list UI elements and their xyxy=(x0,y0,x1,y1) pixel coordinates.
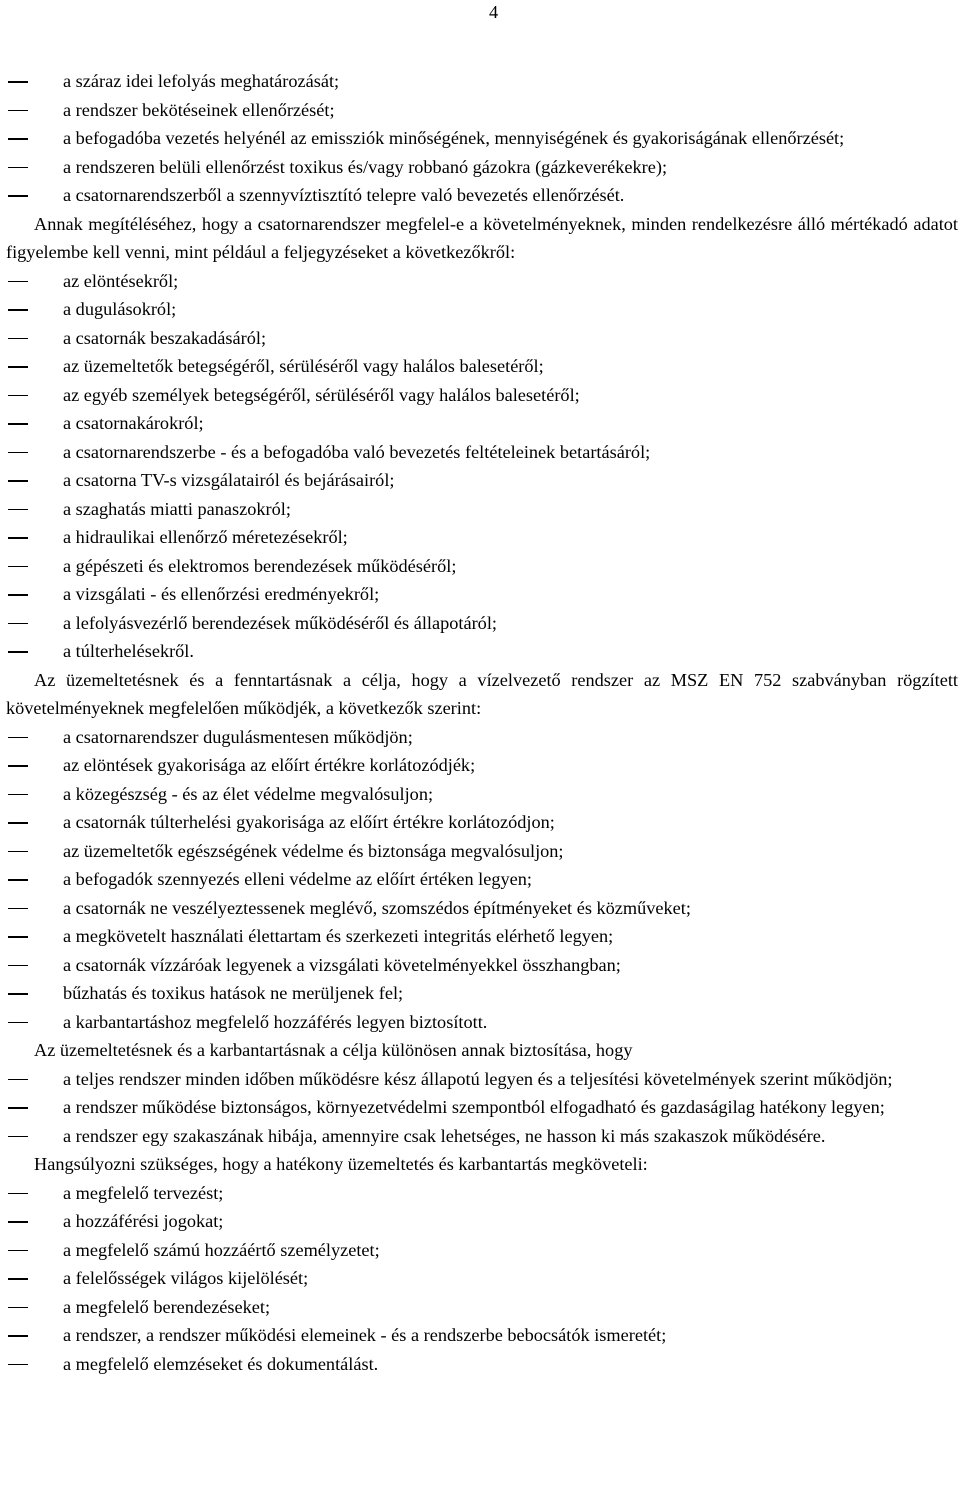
bullet-list-1 xyxy=(6,67,958,210)
list-item: a rendszeren belüli ellenőrzést toxikus és/vagy robbanó gázokra (gázkeverékekre); xyxy=(6,153,958,182)
list-item: a csatorna TV-s vizsgálatairól és bejárásairól; xyxy=(6,466,958,495)
list-item: a felelősségek világos kijelölését; xyxy=(6,1264,958,1293)
list-item: a gépészeti és elektromos berendezések működéséről; xyxy=(6,552,958,581)
paragraph-2: Az üzemeltetésnek és a fenntartásnak a célja, hogy a vízelvezető rendszer az MSZ EN 752 szabványban rögzített követelményeknek megfelelően működjék, a következők szerint: xyxy=(6,669,958,718)
list-item: az egyéb személyek betegségéről, sérüléséről vagy halálos balesetéről; xyxy=(6,381,958,410)
list-item: a szaghatás miatti panaszokról; xyxy=(6,495,958,524)
list-item: a megfelelő elemzéseket és dokumentálást. xyxy=(6,1350,958,1379)
paragraph-1: Annak megítéléséhez, hogy a csatornarendszer megfelel-e a követelményeknek, minden rendelkezésre álló mértékadó adatot figyelembe kell venni, mint például a feljegyzéseket a következőkről: xyxy=(6,213,958,262)
list-item: a hozzáférési jogokat; xyxy=(6,1207,958,1236)
list-item: a száraz idei lefolyás meghatározását; xyxy=(6,67,958,96)
list-item: a túlterhelésekről. xyxy=(6,637,958,666)
list-item: a csatornarendszer dugulásmentesen működjön; xyxy=(6,723,958,752)
list-item: az elöntésekről; xyxy=(6,267,958,296)
list-item: a befogadók szennyezés elleni védelme az előírt értéken legyen; xyxy=(6,865,958,894)
list-item: a megfelelő berendezéseket; xyxy=(6,1293,958,1322)
list-item: a rendszer, a rendszer működési elemeinek - és a rendszerbe bebocsátók ismeretét; xyxy=(6,1321,958,1350)
bullet-list-2 xyxy=(6,267,958,666)
list-item: a közegészség - és az élet védelme megvalósuljon; xyxy=(6,780,958,809)
list-item: a befogadóba vezetés helyénél az emissziók minőségének, mennyiségének és gyakoriságának ellenőrzését; xyxy=(6,124,958,153)
bullet-list-4 xyxy=(6,1065,958,1151)
list-item: a csatornarendszerből a szennyvíztisztító telepre való bevezetés ellenőrzését. xyxy=(6,181,958,210)
list-item: a csatornák vízzáróak legyenek a vizsgálati követelményekkel összhangban; xyxy=(6,951,958,980)
list-item: az elöntések gyakorisága az előírt értékre korlátozódjék; xyxy=(6,751,958,780)
list-item: az üzemeltetők betegségéről, sérüléséről vagy halálos balesetéről; xyxy=(6,352,958,381)
list-item: a megfelelő tervezést; xyxy=(6,1179,958,1208)
list-item: a csatornák ne veszélyeztessenek meglévő, szomszédos építményeket és közműveket; xyxy=(6,894,958,923)
list-item: a hidraulikai ellenőrző méretezésekről; xyxy=(6,523,958,552)
paragraph-4: Hangsúlyozni szükséges, hogy a hatékony üzemeltetés és karbantartás megköveteli: xyxy=(34,1154,648,1174)
list-item: a megfelelő számú hozzáértő személyzetet; xyxy=(6,1236,958,1265)
list-item: a lefolyásvezérlő berendezések működéséről és állapotáról; xyxy=(6,609,958,638)
page-number: 4 xyxy=(489,2,499,22)
bullet-list-3 xyxy=(6,723,958,1037)
document-body xyxy=(6,67,958,1378)
list-item: a megkövetelt használati élettartam és szerkezeti integritás elérhető legyen; xyxy=(6,922,958,951)
list-item: a csatornák túlterhelési gyakorisága az előírt értékre korlátozódjon; xyxy=(6,808,958,837)
list-item: a csatornarendszerbe - és a befogadóba való bevezetés feltételeinek betartásáról; xyxy=(6,438,958,467)
list-item: bűzhatás és toxikus hatások ne merüljenek fel; xyxy=(6,979,958,1008)
list-item: a csatornakárokról; xyxy=(6,409,958,438)
list-item: a rendszer egy szakaszának hibája, amennyire csak lehetséges, ne hasson ki más szakaszok működésére. xyxy=(6,1122,958,1151)
list-item: a rendszer bekötéseinek ellenőrzését; xyxy=(6,96,958,125)
paragraph-3: Az üzemeltetésnek és a karbantartásnak a célja különösen annak biztosítása, hogy xyxy=(34,1040,633,1060)
list-item: a teljes rendszer minden időben működésre kész állapotú legyen és a teljesítési követelmények szerint működjön; xyxy=(6,1065,958,1094)
list-item: a csatornák beszakadásáról; xyxy=(6,324,958,353)
list-item: a vizsgálati - és ellenőrzési eredményekről; xyxy=(6,580,958,609)
bullet-list-5 xyxy=(6,1179,958,1379)
list-item: a rendszer működése biztonságos, környezetvédelmi szempontból elfogadható és gazdaságilag hatékony legyen; xyxy=(6,1093,958,1122)
list-item: a dugulásokról; xyxy=(6,295,958,324)
list-item: a karbantartáshoz megfelelő hozzáférés legyen biztosított. xyxy=(6,1008,958,1037)
list-item: az üzemeltetők egészségének védelme és biztonsága megvalósuljon; xyxy=(6,837,958,866)
